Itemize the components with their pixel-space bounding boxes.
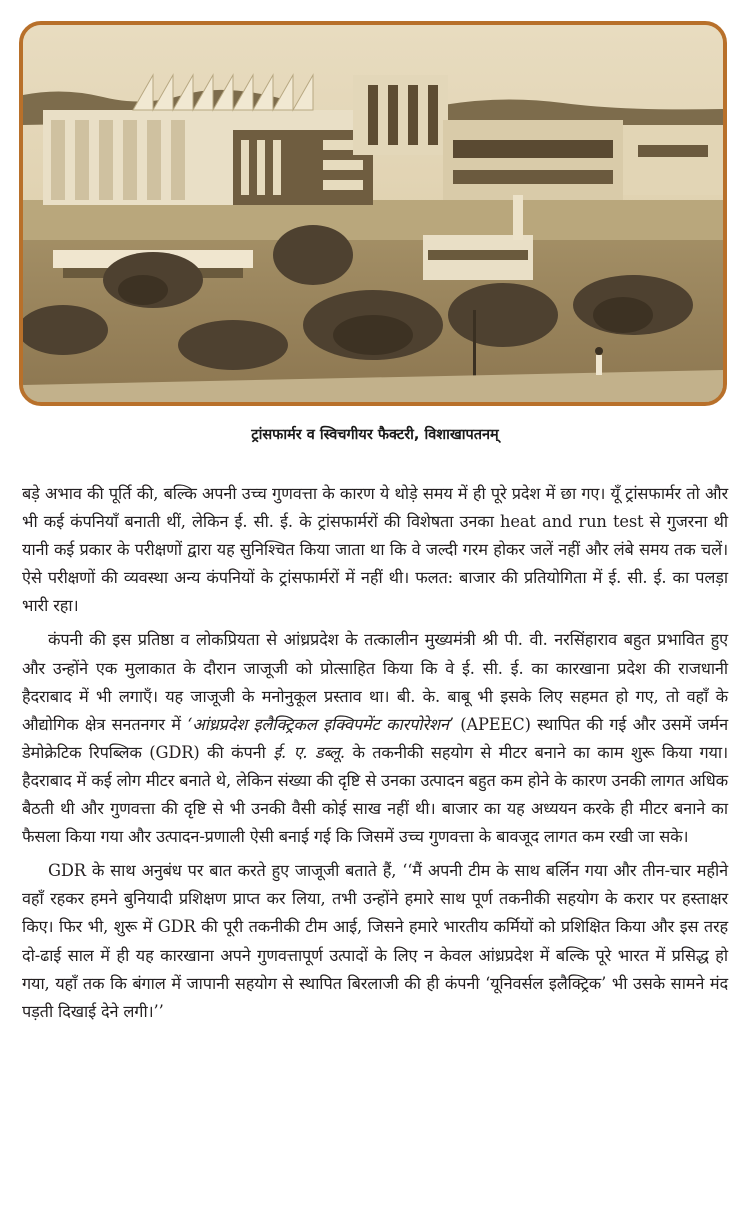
company-name: ‘आंध्रप्रदेश इलैक्ट्रिकल इक्विपमेंट कारपोरेशन’ [187,714,454,734]
photo-caption: ट्रांसफार्मर व स्विचगीयर फैक्टरी, विशाखापतनम् [251,427,499,443]
partner-company-name: ई. ए. डब्लू. [273,742,345,762]
factory-photo-illustration [23,25,723,402]
paragraph-2-part-2: (APEEC) स्थापित की गई और उसमें जर्मन डेमोक्रेटिक रिपब्लिक (GDR) की कंपनी [22,714,729,762]
paragraph-1: बड़े अभाव की पूर्ति की, बल्कि अपनी उच्च गुणवत्ता के कारण ये थोड़े समय में ही पूरे प्रदेश में छा गए। यूँ ट्रांसफार्मर तो और भी कई कंपनियाँ बनाती थीं, लेकिन ई. सी. ई. के ट्रांसफार्मरों की विशेषता उनका heat and run test से गुजरना थी यानी कई प्रकार के परीक्षणों द्वारा यह सुनिश्चित किया जाता था कि वे जल्दी गरम होकर जलें नहीं और लंबे समय तक चलें। ऐसे परीक्षणों की व्यवस्था अन्य कंपनियों के ट्रांसफार्मरों में नहीं थी। फलत: बाजार की प्रतियोगिता में ई. सी. ई. का पलड़ा भारी रहा। [22,484,728,616]
paragraph-2 [22,626,728,851]
article-body [22,480,728,1026]
paragraph-3: GDR के साथ अनुबंध पर बात करते हुए जाजूजी बताते हैं, ‘‘मैं अपनी टीम के साथ बर्लिन गया और तीन-चार महीने वहाँ रहकर हमने बुनियादी प्रशिक्षण प्राप्त कर लिया, तभी उन्होंने हमारे साथ पूर्ण तकनीकी सहयोग के करार पर हस्ताक्षर किए। फिर भी, शुरू में GDR की पूरी तकनीकी टीम आई, जिसने हमारे भारतीय कर्मियों को प्रशिक्षित किया और इस तरह दो-ढाई साल में ही यह कारखाना अपने गुणवत्तापूर्ण उत्पादों के लिए न केवल आंध्रप्रदेश में बल्कि पूरे भारत में प्रसिद्ध हो गया, यहाँ तक कि बंगाल में जापानी सहयोग से स्थापित बिरलाजी की ही कंपनी ‘यूनिवर्सल इलैक्ट्रिक’ भी उसके सामने मंद पड़ती दिखाई देने लगी।’’ [22,861,728,1021]
factory-photo [19,21,727,406]
paragraph-2-part-1: कंपनी की इस प्रतिष्ठा व लोकप्रियता से आंध्रप्रदेश के तत्कालीन मुख्यमंत्री श्री पी. वी. नरसिंहाराव बहुत प्रभावित हुए और उन्होंने एक मुलाकात के दौरान जाजूजी को प्रोत्साहित किया कि वे ई. सी. ई. का कारखाना प्रदेश की राजधानी हैदराबाद में भी लगाएँ। यह जाजूजी के मनोनुकूल प्रस्ताव था। बी. के. बाबू भी इसके लिए सहमत हो गए, तो वहाँ के औद्योगिक क्षेत्र सनतनगर में [22,630,728,734]
paragraph-2-part-3: के तकनीकी सहयोग से मीटर बनाने का काम शुरू किया गया। हैदराबाद में कई लोग मीटर बनाते थे, लेकिन संख्या की दृष्टि से उनका उत्पादन बहुत कम होने के कारण उनकी लागत अधिक बैठती थी और गुणवत्ता की दृष्टि से भी उनकी वैसी कोई साख नहीं थी। बाजार का यह अध्ययन करके ही मीटर बनाने का फैसला किया गया और उत्पादन-प्रणाली ऐसी बनाई गई कि जिसमें उच्च गुणवत्ता के बावजूद लागत कम रखी जा सके। [22,742,728,847]
